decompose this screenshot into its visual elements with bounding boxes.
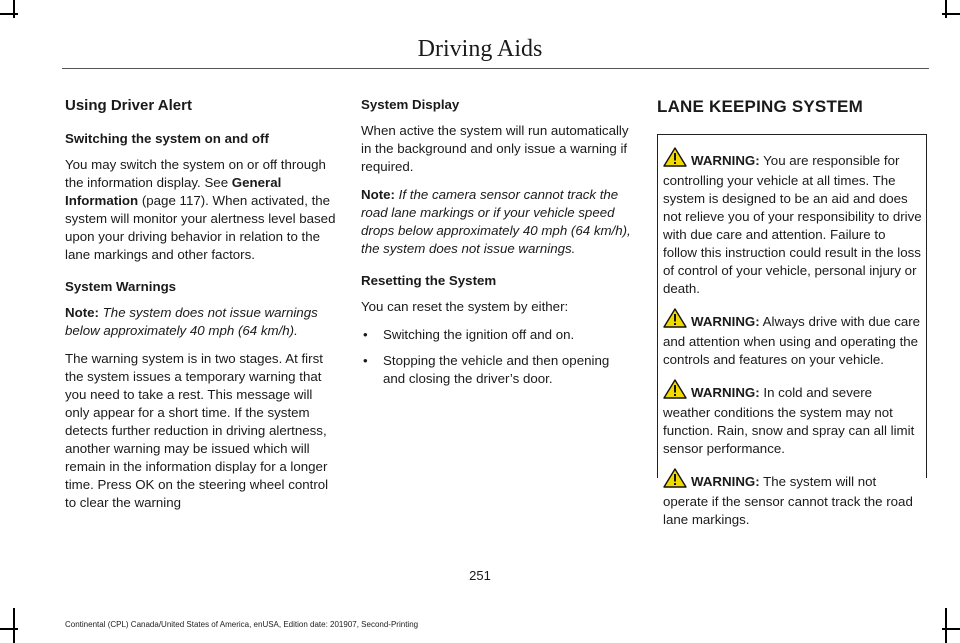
subheading-system-warnings: System Warnings	[65, 279, 177, 294]
warning-2	[663, 308, 922, 369]
crop-mark-top-right-h	[942, 13, 960, 15]
subheading-resetting: Resetting the System	[361, 273, 497, 288]
note-text: If the camera sensor cannot track the road lane markings or if your vehicle speed drops below approximately 40 mph (64 km/h), the system does not issue warnings.	[361, 187, 631, 256]
general-information-link[interactable]: General Information	[65, 175, 282, 208]
paragraph-switching-text: You may switch the system on or off through the information display. See	[65, 157, 326, 190]
warning-triangle-icon	[663, 308, 687, 333]
crop-mark-bottom-left-h	[0, 628, 18, 630]
warning-triangle-icon	[663, 468, 687, 493]
warning-triangle-icon	[663, 379, 687, 404]
edition-footer: Continental (CPL) Canada/United States of America, enUSA, Edition date: 201907, Second-Printing	[65, 620, 419, 629]
warning-label: WARNING:	[691, 385, 760, 400]
column-1	[65, 96, 337, 522]
warning-triangle-icon	[663, 147, 687, 172]
subheading-system-display: System Display	[361, 97, 460, 112]
warning-text: You are responsible for controlling your vehicle at all times. The system is designed to be an aid and does not relieve you of your responsibility to drive with due care and attention. Failure to follow this instruction could result in the loss of control of your vehicle, personal injury or death.	[663, 153, 922, 296]
crop-mark-bottom-right-v	[945, 608, 947, 643]
column-3	[657, 96, 927, 527]
column-2	[361, 96, 633, 396]
bullet: •	[363, 327, 368, 342]
paragraph-switching-text-2: (page 117). When activated, the system will monitor your alertness level based upon your driving behavior in relation to the lane markings and other factors.	[65, 193, 336, 262]
crop-mark-bottom-right-h	[942, 628, 960, 630]
warning-1	[663, 147, 922, 298]
warnings-box	[657, 134, 927, 527]
section-heading-lane-keeping: LANE KEEPING SYSTEM	[657, 97, 863, 116]
list-item	[361, 326, 633, 344]
note-text: The system does not issue warnings below approximately 40 mph (64 km/h).	[65, 305, 318, 338]
paragraph-system-display: When active the system will run automatically in the background and only issue a warning if required.	[361, 123, 629, 174]
note-camera-sensor	[361, 186, 633, 258]
bullet: •	[363, 353, 368, 368]
crop-mark-top-left-h	[0, 13, 18, 15]
paragraph-warning-stages: The warning system is in two stages. At first the system issues a temporary warning that you need to take a rest. This message will only appear for a short time. If the system detects further reduction in driving alertness, another warning may be issued which will remain in the information display for a longer time. Press OK on the steering wheel control to clear the warning	[65, 351, 329, 510]
crop-mark-top-right-v	[945, 0, 947, 18]
subheading-switching: Switching the system on and off	[65, 131, 269, 146]
crop-mark-bottom-left-v	[13, 608, 15, 643]
warning-text: Always drive with due care and attention when using and operating the controls and features on your vehicle.	[663, 314, 921, 367]
page-header-title: Driving Aids	[417, 36, 543, 62]
reset-options-list	[361, 326, 633, 388]
list-item-text: Switching the ignition off and on.	[383, 327, 575, 342]
warning-text: In cold and severe weather conditions the system may not function. Rain, snow and spray can all limit sensor performance.	[663, 385, 915, 456]
warning-label: WARNING:	[691, 153, 760, 168]
paragraph-switching	[65, 156, 337, 264]
note-warnings	[65, 304, 337, 340]
page-number: 251	[469, 568, 491, 583]
crop-mark-top-left-v	[13, 0, 15, 18]
warning-4	[663, 468, 922, 529]
note-label: Note:	[65, 305, 99, 320]
warning-text: The system will not operate if the sensor cannot track the road lane markings.	[663, 474, 913, 527]
warning-label: WARNING:	[691, 474, 760, 489]
warning-3	[663, 379, 922, 458]
paragraph-reset: You can reset the system by either:	[361, 299, 569, 314]
header-rule	[62, 68, 929, 69]
list-item-text: Stopping the vehicle and then opening and closing the driver’s door.	[383, 353, 610, 386]
list-item	[361, 352, 633, 388]
warning-label: WARNING:	[691, 314, 760, 329]
note-label: Note:	[361, 187, 395, 202]
section-heading-using-driver-alert: Using Driver Alert	[65, 97, 192, 114]
